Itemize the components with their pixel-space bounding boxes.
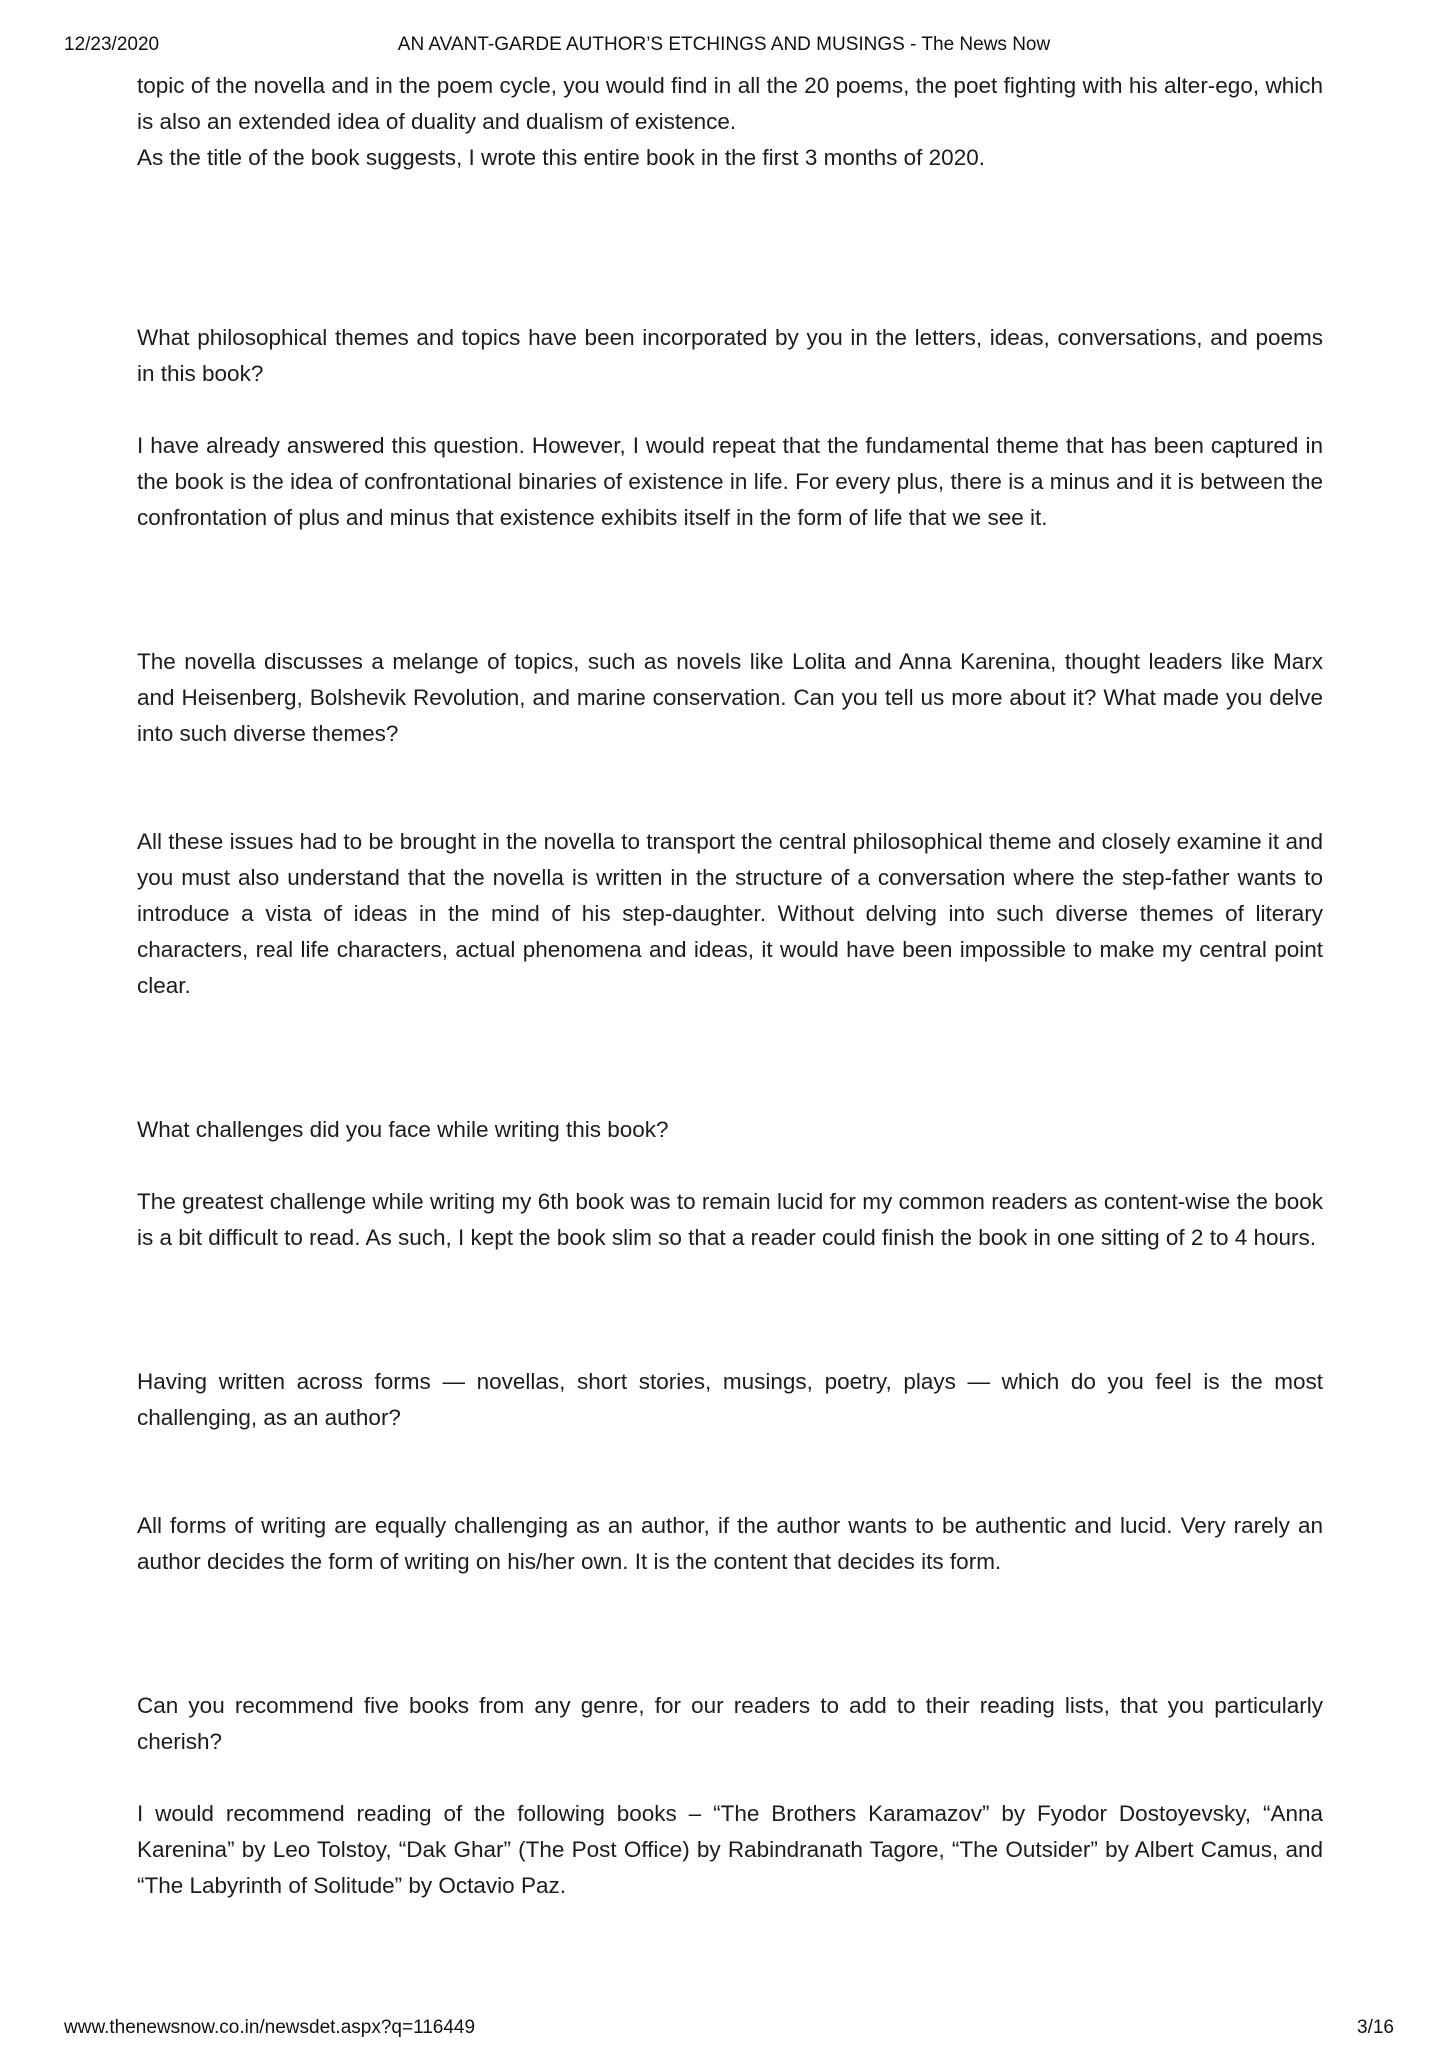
page-title: AN AVANT-GARDE AUTHOR’S ETCHINGS AND MUSINGS - The News Now <box>397 34 1051 55</box>
page-number: 3/16 <box>1357 2017 1394 2038</box>
answer-paragraph: topic of the novella and in the poem cycle, you would find in all the 20 poems, the poet fighting with his alter-ego, which is also an extended idea of duality and dualism of existence. <box>137 73 1323 134</box>
answer-paragraph: All forms of writing are equally challenging as an author, if the author wants to be authentic and lucid. Very rarely an author decides the form of writing on his/her own. It is the content that decides its form. <box>137 1513 1323 1574</box>
print-header <box>0 34 1448 62</box>
answer-paragraph: All these issues had to be brought in the novella to transport the central philosophical theme and closely examine it and you must also understand that the novella is written in the structure of a conversation where the step-father wants to introduce a vista of ideas in the mind of his step-daughter. Without delving into such diverse themes of literary characters, real life characters, actual phenomena and ideas, it would have been impossible to make my central point clear. <box>137 829 1323 998</box>
answer-paragraph: As the title of the book suggests, I wrote this entire book in the first 3 months of 2020. <box>137 145 985 170</box>
question-paragraph: The novella discusses a melange of topics, such as novels like Lolita and Anna Karenina, thought leaders like Marx and Heisenberg, Bolshevik Revolution, and marine conservation. Can you tell us more about it? What made you delve into such diverse themes? <box>137 649 1323 746</box>
question-paragraph: What philosophical themes and topics have been incorporated by you in the letters, ideas, conversations, and poems in this book? <box>137 325 1323 386</box>
print-footer <box>0 2017 1448 2045</box>
page-url: www.thenewsnow.co.in/newsdet.aspx?q=116449 <box>64 2017 476 2038</box>
question-paragraph: Having written across forms — novellas, short stories, musings, poetry, plays — which do you feel is the most challenging, as an author? <box>137 1369 1323 1430</box>
answer-paragraph: I have already answered this question. However, I would repeat that the fundamental theme that has been captured in the book is the idea of confrontational binaries of existence in life. For every plus, there is a minus and it is between the confrontation of plus and minus that existence exhibits itself in the form of life that we see it. <box>137 433 1323 530</box>
print-date: 12/23/2020 <box>64 34 160 55</box>
question-paragraph: What challenges did you face while writing this book? <box>137 1117 669 1142</box>
answer-paragraph: The greatest challenge while writing my 6th book was to remain lucid for my common readers as content-wise the book is a bit difficult to read. As such, I kept the book slim so that a reader could finish the book in one sitting of 2 to 4 hours. <box>137 1189 1323 1250</box>
article-body <box>137 68 1323 1904</box>
question-paragraph: Can you recommend five books from any genre, for our readers to add to their reading lists, that you particularly cherish? <box>137 1693 1323 1754</box>
answer-paragraph: I would recommend reading of the following books – “The Brothers Karamazov” by Fyodor Dostoyevsky, “Anna Karenina” by Leo Tolstoy, “Dak Ghar” (The Post Office) by Rabindranath Tagore, “The Outsider” by Albert Camus, and “The Labyrinth of Solitude” by Octavio Paz. <box>137 1801 1323 1898</box>
